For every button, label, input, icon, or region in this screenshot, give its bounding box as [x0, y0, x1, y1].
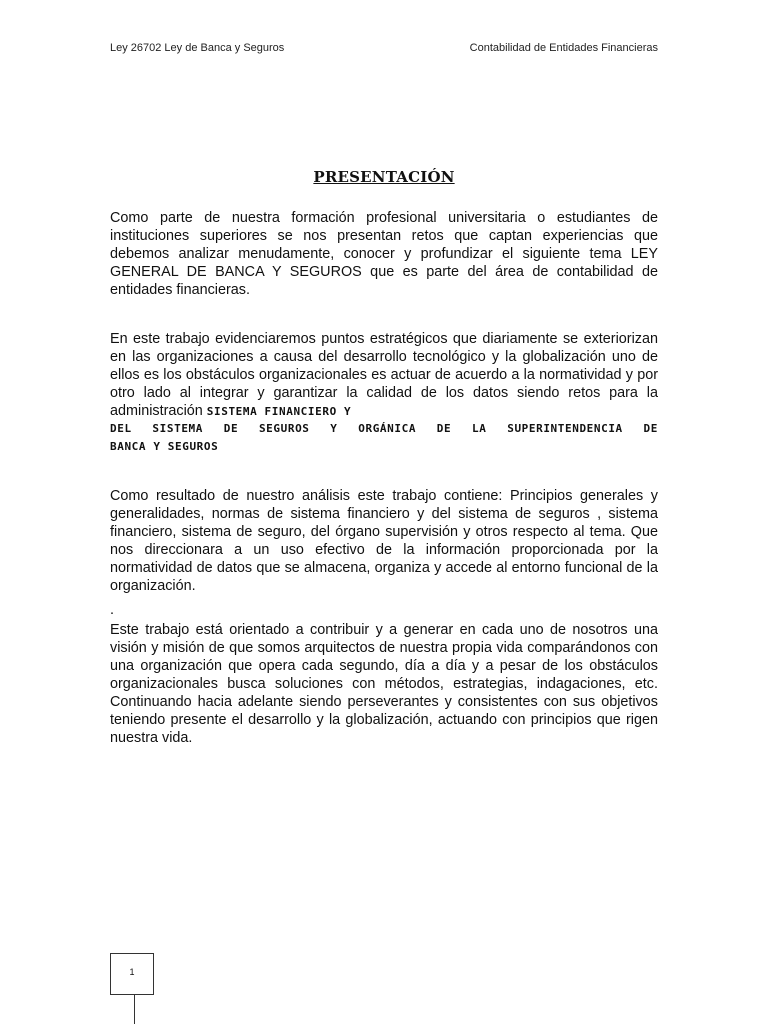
header-course-title: Contabilidad de Entidades Financieras — [469, 42, 658, 54]
header-law-title: Ley 26702 Ley de Banca y Seguros — [110, 42, 285, 54]
page-header — [110, 41, 658, 57]
separator-dot: . — [110, 602, 114, 618]
strategy-paragraph — [110, 330, 658, 421]
strategy-paragraph-text: En este trabajo evidenciaremos puntos estratégicos que diariamente se exteriorizan en las organizaciones a causa del desarrollo tecnológico y la globalización uno de ellos es los obstáculos organizacionales es actuar de acuerdo a la normatividad y por otro lado al integrar y garantizar la calidad de los datos siendo retos para la administración — [110, 331, 658, 419]
strategy-paragraph-emphasis: SISTEMA FINANCIERO Y — [206, 405, 352, 418]
intro-paragraph: Como parte de nuestra formación profesional universitaria o estudiantes de instituciones superiores se nos presentan retos que captan experiencias que debemos analizar menudamente, conocer y profundizar el siguiente tema LEY GENERAL DE BANCA Y SEGUROS que es parte del área de contabilidad de entidades financieras. — [110, 210, 658, 298]
page-number-box — [110, 953, 154, 995]
purpose-paragraph: Este trabajo está orientado a contribuir y a generar en cada uno de nosotros una visión y misión de que somos arquitectos de nuestra propia vida comparándonos con una organización que opera cada segundo, día a día y a pesar de los obstáculos organizacionales busca soluciones con métodos, estrategias, indagaciones, etc. Continuando hacia adelante siendo perseverantes y consistentes con sus objetivos teniendo presente el desarrollo y la globalización, actuando con principios que rigen nuestra vida. — [110, 622, 658, 746]
page-number: 1 — [129, 967, 135, 977]
strategy-emphasis-line-1: DEL SISTEMA DE SEGUROS Y ORGÁNICA DE LA SUPERINTENDENCIA DE — [110, 422, 658, 435]
page-number-stem — [134, 995, 135, 1024]
strategy-emphasis-line-2: BANCA Y SEGUROS — [110, 440, 219, 453]
page-title: PRESENTACIÓN — [313, 168, 455, 186]
analysis-paragraph: Como resultado de nuestro análisis este trabajo contiene: Principios generales y generalidades, normas de sistema financiero y del sistema de seguros , sistema financiero, sistema de seguro, del órgano supervisión y otros respecto al tema. Que nos direccionara a un uso efectivo de la información proporcionada por la normatividad de datos que se almacena, organiza y accede al entorno funcional de la organización. — [110, 488, 658, 594]
